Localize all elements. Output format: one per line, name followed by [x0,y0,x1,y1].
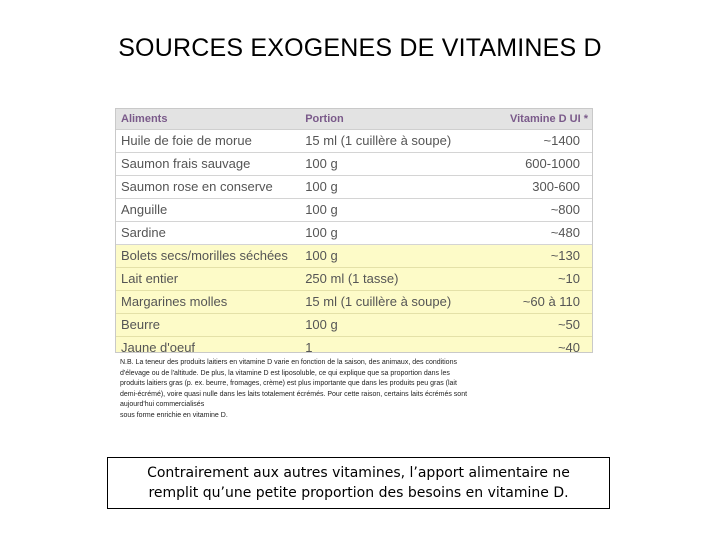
table-row [116,130,592,153]
footnote-line: sous forme enrichie en vitamine D. [120,411,228,419]
cell-vitamin-d: ~1400 [543,133,581,148]
footnote-line: N.B. La teneur des produits laitiers en vitamine D varie en fonction de la saison, des animaux, des conditions [120,359,457,366]
page-title: SOURCES EXOGENES DE VITAMINES D [118,34,602,62]
cell-portion: 1 [305,340,313,353]
cell-vitamin-d: ~800 [550,202,581,217]
footnote-line: produits laitiers gras (p. ex. beurre, fromages, crème) est plus importante que dans les produits peu gras (lait [120,380,457,387]
cell-portion: 15 ml (1 cuillère à soupe) [305,294,452,309]
cell-portion: 15 ml (1 cuillère à soupe) [305,133,452,148]
table-row [116,153,592,176]
cell-food: Margarines molles [121,294,228,309]
key-message-box [107,457,610,509]
cell-vitamin-d: ~40 [557,340,581,353]
cell-vitamin-d: ~480 [550,225,581,240]
key-message-line: remplit qu’une petite proportion des besoins en vitamine D. [148,485,569,501]
table-header-row [116,109,592,130]
cell-vitamin-d: ~10 [557,271,581,286]
table-row-highlighted [116,314,592,337]
cell-vitamin-d: ~50 [557,317,581,332]
cell-food: Anguille [121,202,168,217]
cell-vitamin-d: 300-600 [532,179,581,194]
cell-food: Huile de foie de morue [121,133,252,148]
cell-vitamin-d: ~60 à 110 [522,294,581,309]
cell-portion: 100 g [305,225,338,240]
header-portion: Portion [305,113,344,125]
table-row-highlighted [116,291,592,314]
key-message-line: Contrairement aux autres vitamines, l’apport alimentaire ne [147,465,570,481]
table-row-highlighted [116,268,592,291]
cell-portion: 100 g [305,156,338,171]
cell-portion: 250 ml (1 tasse) [305,271,399,286]
table-row-highlighted [116,337,592,353]
vitamin-d-sources-table [115,108,593,353]
footnote-line: demi-écrémé), voire quasi nulle dans les laits totalement écrémés. Pour cette raison, certains laits écrémés sont [120,390,468,398]
cell-food: Sardine [121,225,166,240]
table-row [116,199,592,222]
table-row [116,176,592,199]
table-row-highlighted [116,245,592,268]
header-food: Aliments [121,113,168,125]
cell-food: Jaune d'oeuf [121,340,196,353]
cell-food: Saumon rose en conserve [121,179,273,194]
cell-portion: 100 g [305,202,338,217]
cell-vitamin-d: 600-1000 [525,156,581,171]
cell-vitamin-d: ~130 [550,248,581,263]
header-vitamin-d: Vitamine D UI * [509,113,589,125]
footnote [120,358,580,421]
cell-portion: 100 g [305,248,338,263]
footnote-line: d'élevage ou de l'altitude. De plus, la vitamine D est liposoluble, ce qui explique que sa proportion dans les [120,369,450,377]
cell-food: Saumon frais sauvage [121,156,251,171]
cell-food: Lait entier [121,271,179,286]
cell-portion: 100 g [305,179,338,194]
cell-portion: 100 g [305,317,338,332]
cell-food: Bolets secs/morilles séchées [121,248,288,263]
cell-food: Beurre [121,317,161,332]
table-row [116,222,592,245]
footnote-line: aujourd'hui commercialisés [120,401,205,408]
